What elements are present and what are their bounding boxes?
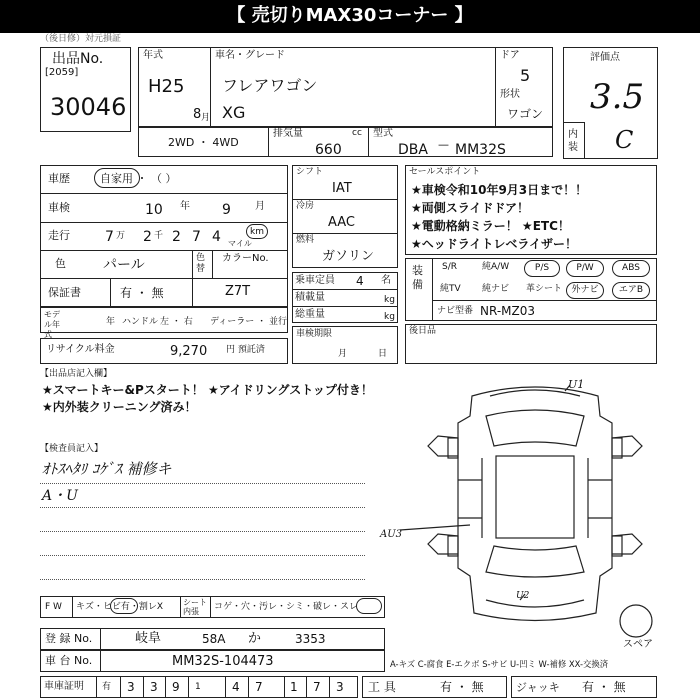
mileage-digit-2: 2 [143, 229, 152, 245]
inspector-heading: 【検査員記入】 [40, 444, 104, 454]
mileage-label: 走行 [48, 229, 70, 242]
mile-unit: マイル [228, 239, 252, 248]
history-circle [94, 168, 140, 188]
body-shape: ワゴン [507, 107, 544, 121]
fuel-label: 燃料 [296, 235, 315, 245]
equipment-label: 装備 [412, 264, 423, 291]
registration-region: 岐阜 [135, 631, 162, 646]
spare-tire-label: スペア [623, 639, 653, 650]
registration-number: 3353 [295, 632, 326, 646]
equip-leather: 革シート [526, 284, 563, 294]
equip-alloy-wheel: 純A/W [482, 262, 510, 272]
displacement-label: 排気量 [273, 128, 303, 139]
fw-circle [110, 598, 138, 614]
inspection-month-unit: 月 [255, 201, 265, 212]
tools-label: 工 具 [368, 680, 396, 694]
color-label: 色 [55, 257, 66, 270]
seat-circle [356, 598, 382, 614]
fuel-value: ガソリン [322, 249, 375, 264]
warranty-label: 保証書 [48, 286, 81, 299]
equip-sr: S/R [442, 262, 457, 272]
km-unit: km [250, 227, 264, 237]
color-number: Z7T [225, 284, 251, 299]
fw-value: キズ・ヒビ有・割レX [76, 602, 163, 612]
later-items-label: 後日品 [409, 326, 437, 336]
seat-value: コゲ・穴・汚レ・シミ・破レ・スレ [214, 602, 359, 612]
mileage-digit-5: 4 [212, 229, 221, 245]
inspection-label: 車検 [48, 201, 70, 214]
tools-value: 有 ・ 無 [440, 680, 484, 694]
registration-label: 登 録 No. [45, 632, 93, 645]
certificate-digit: 3 [150, 680, 158, 694]
inspection-month: 9 [222, 202, 231, 218]
aircon-value: AAC [328, 215, 355, 230]
mileage-digit-4: 7 [192, 229, 201, 245]
damage-mark-au3: AU3 [380, 529, 403, 540]
color-change-label: 色替 [196, 253, 206, 274]
model-code: MM32S [455, 142, 506, 158]
registration-class: 58A [202, 632, 226, 646]
weight-label: 総重量 [295, 309, 325, 320]
color-no-label: カラーNo. [222, 253, 269, 264]
chassis-label: 車 台 No. [45, 654, 93, 667]
feature-line: ★内外装クリーニング済み！ [42, 400, 197, 414]
inspection-year: 10 [145, 202, 163, 218]
damage-mark-u1: U1 [568, 378, 585, 391]
recycle-fee: 9,270 [170, 344, 208, 359]
sales-point: ★電動格納ミラー！ ★ETC！ [411, 219, 570, 233]
model-dash: — [438, 138, 449, 151]
inspector-note: ｵﾄｽﾍﾀﾘ ｺｹﾞｽ 補修キ [42, 460, 172, 478]
aircon-label: 冷房 [296, 201, 315, 211]
shift-label: シフト [296, 167, 324, 177]
shape-label: 形状 [500, 89, 520, 100]
equip-aftermarket-navi: 外ナビ [566, 282, 604, 299]
nav-model: NR-MZ03 [480, 304, 536, 318]
certificate-digit: 1 [290, 680, 298, 694]
interior-grade: C [615, 126, 634, 154]
feature-line: ★スマートキー&Pスタート！ ★アイドリングストップ付き！ [42, 383, 373, 397]
equip-power-window: P/W [566, 260, 604, 277]
sales-point: ★車検令和10年9月3日まで！！ [411, 183, 588, 197]
month-suffix: 月 [201, 113, 211, 123]
capacity-label: 乗車定員 [295, 275, 335, 286]
certificate-digit: 9 [172, 680, 180, 694]
certificate-digit: 3 [336, 680, 344, 694]
doors: 5 [520, 66, 531, 85]
car-name-label: 車名・グレード [215, 50, 285, 61]
sales-points-label: セールスポイント [409, 167, 481, 177]
certificate-digit-small: 1 [195, 682, 201, 692]
interior-label: 内装 [568, 129, 578, 153]
displacement: 660 [315, 142, 342, 158]
equip-abs: ABS [612, 260, 650, 277]
chassis-number: MM32S-104473 [172, 654, 274, 669]
color-value: パール [103, 257, 145, 273]
registration-kana: か [248, 631, 262, 646]
history-label: 車歴 [48, 172, 70, 185]
year-label: 年式 [143, 50, 163, 61]
garage-certificate-value [44, 690, 50, 691]
car-damage-diagram [400, 368, 670, 668]
recycle-unit: 円 預託済 [226, 345, 265, 355]
certificate-digit: 4 [232, 680, 240, 694]
dealer-label: ディーラー ・ 並行 [210, 317, 288, 327]
exhibit-number: 30046 [50, 93, 127, 121]
model-year-label: モデル年式 [44, 310, 60, 339]
certificate-digit: 3 [127, 680, 135, 694]
equip-navi: 純ナビ [482, 284, 510, 294]
door-label: ドア [500, 50, 520, 61]
equip-power-steering: P/S [524, 260, 560, 277]
later-items-box [405, 324, 657, 364]
drive-type: 2WD ・ 4WD [168, 136, 239, 149]
capacity-value: 4 [356, 274, 364, 288]
handle-value: 左 ・ 右 [160, 317, 193, 327]
jack-value: 有 ・ 無 [582, 680, 626, 694]
certificate-digit: 7 [313, 680, 321, 694]
garage-certificate-label: 車庫証明 [44, 681, 84, 692]
model-prefix: DBA [398, 142, 428, 158]
certificate-prefix: 有 [102, 682, 112, 692]
banner-title: 【 売切りMAX30コーナー 】 [227, 5, 473, 26]
nav-model-label: ナビ型番 [437, 306, 474, 316]
form-prefix-text: （後日修）対元損証 [40, 34, 122, 44]
score-label: 評価点 [590, 52, 620, 63]
equip-tv: 純TV [440, 284, 461, 294]
mileage-man-unit: 万 [116, 231, 126, 241]
model-label: 型式 [373, 128, 393, 139]
capacity-unit: 名 [381, 275, 391, 286]
month-value: 8 [193, 107, 202, 122]
shift-value: IAT [332, 181, 352, 196]
inspection-year-unit: 年 [180, 201, 190, 212]
sales-point: ★ヘッドライトレベライザー！ [411, 237, 578, 251]
damage-legend: A-キズ C-腐食 E-エクボ S-サビ U-凹ミ W-補修 XX-交換済 [390, 659, 609, 669]
jack-label: ジャッキ [516, 681, 560, 694]
score: 3.5 [590, 77, 645, 117]
model-year-unit: 年 [106, 317, 116, 327]
deadline-label: 車検期限 [296, 329, 333, 339]
load-label: 積載量 [295, 292, 325, 303]
mileage-sen-unit: 千 [154, 231, 164, 241]
weight-unit: kg [384, 312, 395, 322]
features-heading: 【出品店記入欄】 [40, 369, 113, 379]
mileage-digit-3: 2 [172, 229, 181, 245]
handle-label: ハンドル [122, 317, 159, 327]
inspector-note: A・U [42, 488, 78, 504]
deadline-month-unit: 月 [338, 349, 348, 359]
deadline-day-unit: 日 [378, 349, 388, 359]
mileage-digit-1: 7 [105, 229, 114, 245]
history-value: 自家用 ・ （ ） [100, 172, 177, 185]
seat-label: シート内張 [183, 598, 207, 616]
km-circle [246, 224, 268, 239]
exhibit-number-label: 出品No. [52, 51, 104, 67]
damage-mark-u2: U2 [516, 591, 530, 601]
fw-label: F W [45, 602, 62, 612]
exhibit-sub-number: [2059] [45, 67, 79, 78]
sales-point: ★両側スライドドア！ [411, 201, 530, 215]
load-unit: kg [384, 295, 395, 305]
grade: XG [222, 103, 246, 122]
certificate-digit: 7 [255, 680, 263, 694]
equip-airbag: エアB [612, 282, 650, 299]
era-year: H25 [148, 76, 185, 97]
recycle-label: リサイクル料金 [46, 344, 115, 355]
warranty-value: 有 ・ 無 [120, 286, 164, 300]
car-name: フレアワゴン [222, 76, 318, 95]
cc-unit: cc [352, 128, 362, 138]
